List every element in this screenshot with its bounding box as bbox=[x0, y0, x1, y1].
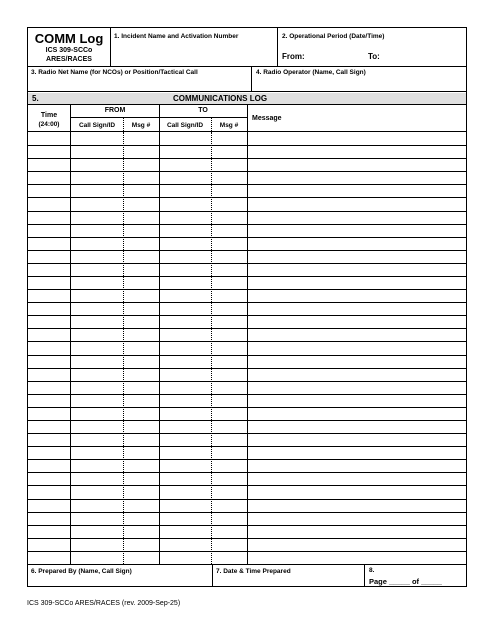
divider bbox=[27, 91, 467, 92]
radio-net-label: 3. Radio Net Name (for NCOs) or Position/Tactical Call bbox=[31, 69, 198, 76]
table-row[interactable] bbox=[27, 145, 467, 158]
form-subtitle: ICS 309-SCCo bbox=[45, 47, 93, 54]
table-row[interactable] bbox=[27, 538, 467, 551]
table-row[interactable] bbox=[27, 289, 467, 302]
table-row[interactable] bbox=[27, 368, 467, 381]
prepared-by-field[interactable] bbox=[28, 576, 211, 586]
time-format-label: (24:00) bbox=[38, 121, 60, 128]
divider bbox=[159, 104, 160, 131]
table-row[interactable] bbox=[27, 158, 467, 171]
table-row[interactable] bbox=[27, 263, 467, 276]
radio-net-field[interactable] bbox=[28, 77, 250, 89]
divider bbox=[364, 564, 365, 587]
divider bbox=[70, 104, 71, 131]
message-label: Message bbox=[252, 115, 282, 122]
table-row[interactable] bbox=[27, 433, 467, 446]
form-footer: ICS 309-SCCo ARES/RACES (rev. 2009-Sep-25) bbox=[27, 600, 181, 607]
form-subtitle-2: ARES/RACES bbox=[46, 56, 92, 63]
section-5-number: 5. bbox=[32, 94, 39, 103]
divider bbox=[247, 104, 248, 131]
to-msg-number-label: Msg # bbox=[219, 122, 239, 129]
to-label: To: bbox=[368, 52, 380, 61]
divider bbox=[277, 27, 278, 66]
incident-name-label: 1. Incident Name and Activation Number bbox=[114, 33, 239, 40]
to-call-sign-label: Call Sign/ID bbox=[166, 122, 204, 129]
time-label: Time bbox=[40, 112, 58, 119]
from-group-label: FROM bbox=[104, 107, 126, 114]
table-row[interactable] bbox=[27, 132, 467, 145]
section-5-title: COMMUNICATIONS LOG bbox=[173, 94, 268, 103]
table-row[interactable] bbox=[27, 250, 467, 263]
table-row[interactable] bbox=[27, 381, 467, 394]
to-field[interactable] bbox=[384, 50, 464, 62]
table-row[interactable] bbox=[27, 302, 467, 315]
communications-log-table bbox=[27, 131, 467, 564]
from-call-sign-label: Call Sign/ID bbox=[78, 122, 116, 129]
incident-name-field[interactable] bbox=[111, 42, 277, 64]
table-row[interactable] bbox=[27, 276, 467, 289]
page-of-text[interactable]: Page _____ of _____ bbox=[369, 577, 442, 586]
date-time-prepared-label: 7. Date & Time Prepared bbox=[216, 568, 291, 575]
table-row[interactable] bbox=[27, 355, 467, 368]
table-row[interactable] bbox=[27, 394, 467, 407]
page-number-label: 8. bbox=[369, 567, 375, 574]
radio-operator-label: 4. Radio Operator (Name, Call Sign) bbox=[256, 69, 366, 76]
table-row[interactable] bbox=[27, 420, 467, 433]
col-header-time bbox=[28, 105, 70, 131]
table-row[interactable] bbox=[27, 224, 467, 237]
table-row[interactable] bbox=[27, 499, 467, 512]
divider bbox=[123, 117, 124, 131]
divider bbox=[27, 564, 467, 565]
table-row[interactable] bbox=[27, 328, 467, 341]
table-row[interactable] bbox=[27, 525, 467, 538]
table-row[interactable] bbox=[27, 551, 467, 564]
table-row[interactable] bbox=[27, 407, 467, 420]
table-row[interactable] bbox=[27, 237, 467, 250]
table-row[interactable] bbox=[27, 211, 467, 224]
date-time-prepared-field[interactable] bbox=[213, 576, 363, 586]
to-group-label: TO bbox=[198, 107, 208, 114]
table-row[interactable] bbox=[27, 171, 467, 184]
operational-period-label: 2. Operational Period (Date/Time) bbox=[282, 33, 385, 40]
title-block bbox=[28, 28, 110, 64]
table-row[interactable] bbox=[27, 485, 467, 498]
divider bbox=[211, 117, 212, 131]
section-5-header bbox=[28, 93, 466, 104]
table-row[interactable] bbox=[27, 197, 467, 210]
table-row[interactable] bbox=[27, 472, 467, 485]
prepared-by-label: 6. Prepared By (Name, Call Sign) bbox=[31, 568, 132, 575]
form-title: COMM Log bbox=[34, 31, 104, 46]
table-row[interactable] bbox=[27, 184, 467, 197]
table-row[interactable] bbox=[27, 446, 467, 459]
from-label: From: bbox=[282, 52, 305, 61]
radio-operator-field[interactable] bbox=[252, 77, 466, 89]
from-msg-number-label: Msg # bbox=[131, 122, 151, 129]
divider bbox=[27, 66, 467, 67]
table-row[interactable] bbox=[27, 459, 467, 472]
table-row[interactable] bbox=[27, 315, 467, 328]
table-row[interactable] bbox=[27, 341, 467, 354]
from-field[interactable] bbox=[305, 50, 365, 62]
table-row[interactable] bbox=[27, 512, 467, 525]
